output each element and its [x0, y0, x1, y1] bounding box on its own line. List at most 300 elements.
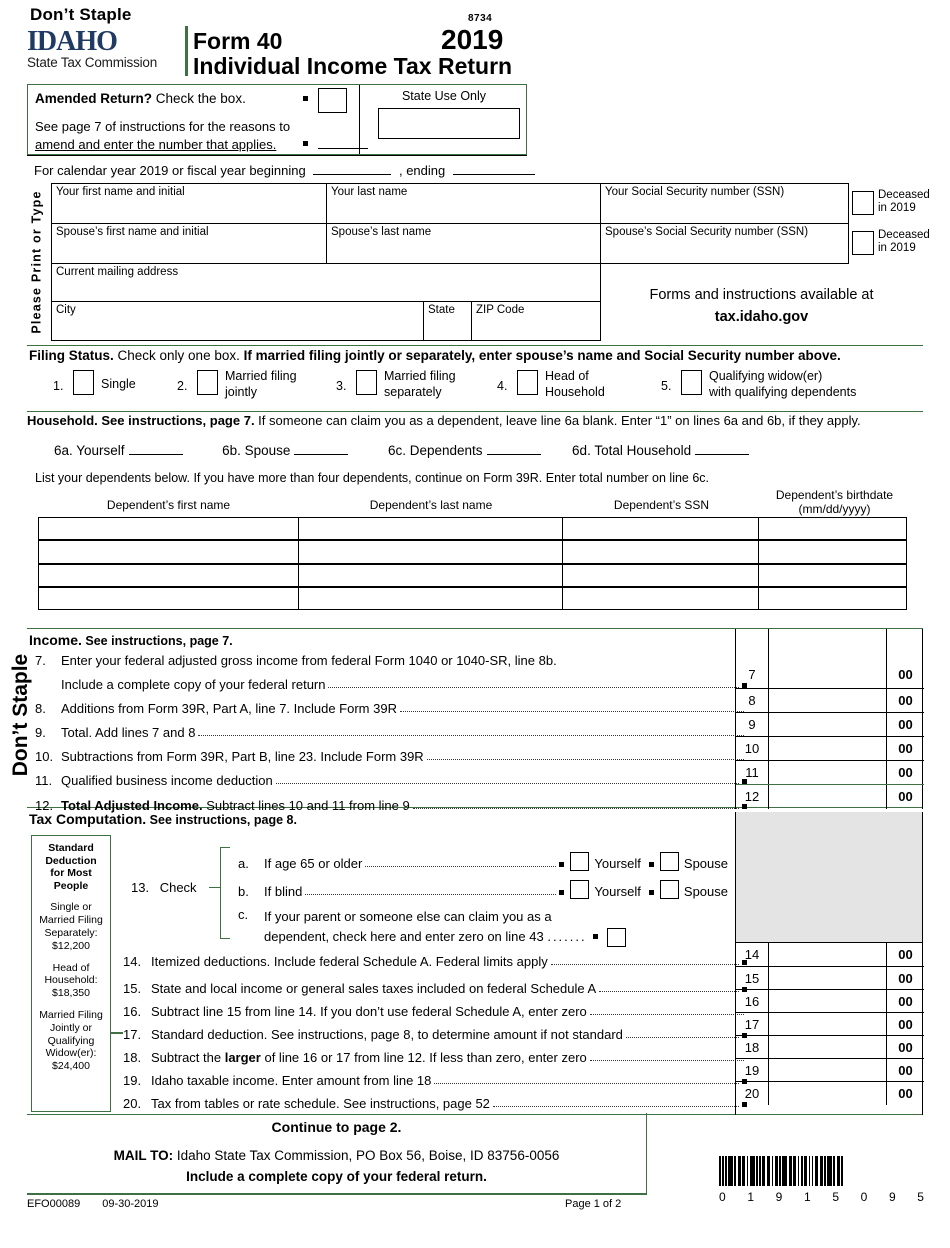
spouse-first-name-field[interactable] [51, 223, 327, 264]
barcode-digit: 1 [803, 1190, 811, 1204]
dependents-col-last-name: Dependent’s last name [369, 498, 493, 512]
income-amount-num-11: 11 [736, 761, 769, 784]
household-heading-bold: Household. See [27, 413, 125, 428]
tax-line-14-text: Itemized deductions. Include federal Schedule A. Federal limits apply [151, 954, 548, 969]
deceased-spouse-label-line2: in 2019 [878, 242, 916, 255]
income-heading-bold: Income. [29, 632, 82, 648]
dependent-cell[interactable] [298, 587, 563, 610]
sd-title-line2: Deduction [45, 854, 97, 867]
tax-line-16-number: 16. [123, 1004, 142, 1019]
filing-status-checkbox-mfs[interactable] [356, 370, 377, 395]
dependent-cell[interactable] [562, 564, 759, 587]
form-header [0, 0, 950, 78]
line-13b-spouse-marker-icon [649, 890, 654, 895]
deceased-your-label-line1: Deceased [878, 189, 930, 201]
logo-idaho-text: IDAHO [27, 26, 117, 57]
line-13-number: 13. [131, 880, 150, 895]
filing-status-label-4-line2: Household [545, 384, 605, 399]
spouse-last-name-field[interactable] [326, 223, 601, 264]
household-heading-rest: instructions, page 7. [124, 413, 255, 428]
deceased-spouse-cell [848, 223, 930, 264]
tax-amount-num-16: 16 [736, 990, 769, 1012]
deceased-spouse-label-line1: Deceased [878, 229, 930, 241]
tax-idaho-gov-link[interactable]: tax.idaho.gov [714, 309, 809, 325]
income-amount-row-9[interactable] [736, 713, 924, 737]
sd-single-line3: Separately: [44, 926, 98, 939]
state-use-only-field[interactable] [378, 108, 520, 139]
dependents-col-birthdate-line2: (mm/dd/yyyy) [798, 502, 871, 517]
line-13a-row [238, 852, 728, 871]
line-13a-letter: a. [238, 856, 249, 871]
amended-checkbox-marker-icon [303, 96, 308, 101]
deceased-your-label-line2: in 2019 [878, 202, 916, 215]
dependent-cell[interactable] [758, 517, 907, 540]
line-13c-text-line2-wrap: dependent, check here and enter zero on line 43 ....... [264, 927, 626, 947]
filing-status-label-3-line1: Married filing [384, 369, 456, 383]
income-line-12-text-bold: Total Adjusted Income. [61, 798, 203, 813]
filing-status-label-1 [101, 377, 136, 393]
amended-reason-marker-icon [303, 141, 308, 146]
spouse-ssn-field[interactable] [600, 223, 849, 264]
barcode-digit: 0 [860, 1190, 868, 1204]
calendar-ending-label: , ending [398, 163, 446, 178]
tax-line-17-dots [626, 1037, 739, 1038]
income-line-9-number: 9. [35, 725, 46, 740]
household-heading [27, 413, 923, 428]
footer-meta [27, 1198, 180, 1210]
spouse-first-name-label: Spouse’s first name and initial [56, 226, 209, 238]
line-13a-yourself-label: Yourself [594, 856, 641, 871]
line-13c-text-line2: dependent, check here and enter zero on line 43 [264, 929, 544, 945]
income-section [27, 628, 923, 813]
calendar-year-row [27, 155, 527, 183]
filing-status-num-4: 4. [497, 379, 508, 393]
income-line-12-dots [413, 808, 739, 809]
tax-line-18-dots [590, 1060, 744, 1061]
line-13-label: Check [159, 880, 197, 895]
tax-line-17-number: 17. [123, 1027, 142, 1042]
line-13b-row [238, 880, 728, 899]
fiscal-begin-input[interactable] [313, 162, 391, 175]
sd-single-line1: Single or [50, 901, 92, 914]
zip-label: ZIP Code [476, 304, 525, 316]
continue-to-page-2-label: Continue to page 2. [271, 1119, 402, 1135]
deceased-spouse-label [878, 229, 930, 255]
tax-line-16-dots [590, 1014, 744, 1015]
sd-hoh-line2: Household: [44, 974, 98, 987]
tax-amount-cents-20: 00 [886, 1082, 924, 1105]
income-line-10-number: 10. [35, 749, 54, 764]
sd-hoh-line1: Head of [52, 961, 90, 974]
dependent-cell[interactable] [298, 517, 563, 540]
line-13-brace [220, 847, 230, 939]
income-line-10-row [35, 749, 747, 764]
tax-amount-num-18: 18 [736, 1036, 769, 1058]
household-6a-input[interactable] [129, 442, 183, 455]
income-amount-num-10: 10 [736, 737, 769, 760]
deceased-your-checkbox[interactable] [852, 191, 874, 215]
household-6d-input[interactable] [695, 442, 749, 455]
dont-staple-side-label: Don’t Staple [9, 653, 32, 777]
tax-amount-cents-15: 00 [886, 967, 924, 989]
tax-line-19-row [123, 1073, 747, 1088]
deceased-spouse-checkbox[interactable] [852, 231, 874, 255]
tax-line-18-text [151, 1050, 587, 1065]
income-amount-row-7[interactable] [736, 629, 924, 689]
amended-instructions-line2: amend and enter the number that applies. [35, 136, 277, 152]
dependent-row [38, 564, 910, 587]
sd-single-line2: Married Filing [39, 914, 103, 927]
filing-status-checkbox-mfj[interactable] [197, 370, 218, 395]
income-line-7-row2 [35, 677, 747, 692]
sd-title-line4: People [53, 879, 89, 892]
line-13b-yourself-marker-icon [559, 890, 564, 895]
income-amount-num-8: 8 [736, 689, 769, 712]
income-amount-row-12[interactable] [736, 785, 924, 809]
barcode-digit: 1 [747, 1190, 755, 1204]
income-line-11-text: Qualified business income deduction [61, 773, 273, 788]
tax-amount-row-16[interactable] [736, 990, 924, 1013]
include-federal-return-label: Include a complete copy of your federal return. [186, 1169, 487, 1184]
tax-line-14-row [123, 954, 747, 969]
sd-single-mfs-block [32, 901, 110, 952]
tax-line-20-dots [493, 1106, 739, 1107]
revision-date: 09-30-2019 [102, 1198, 159, 1210]
income-amount-column [735, 629, 923, 809]
amended-instructions [35, 118, 290, 153]
city-field[interactable] [51, 301, 424, 341]
barcode-digit: 5 [832, 1190, 839, 1204]
filing-status-label-4 [545, 369, 605, 400]
line-13c-text-block [264, 907, 626, 947]
dependent-cell[interactable] [562, 540, 759, 563]
tax-amount-num-17: 17 [736, 1013, 769, 1035]
dependent-cell[interactable] [562, 587, 759, 610]
your-ssn-field[interactable] [600, 183, 849, 224]
dependent-cell[interactable] [758, 540, 907, 563]
filing-status-heading-mid: Check only one box. [113, 348, 244, 363]
filing-status-label-2-line1: Married filing [225, 369, 297, 383]
filing-status-heading-bold2: If married filing jointly or separately, enter spouse’s name and Social Security number above. [243, 348, 841, 363]
dependent-cell[interactable] [38, 587, 299, 610]
mailing-address-field[interactable] [51, 263, 601, 302]
line-13c-marker-icon [593, 934, 598, 939]
filing-status-label-5-line1: Qualifying widow(er) [709, 369, 823, 383]
sd-mfj-line3: Qualifying [47, 1034, 95, 1047]
tax-line-18-text-rest: of line 16 or 17 from line 12. If less than zero, enter zero [260, 1050, 587, 1065]
zip-field[interactable] [471, 301, 601, 341]
sd-mfj-line2: Jointly or [49, 1021, 92, 1034]
tax-line-16-text: Subtract line 15 from line 14. If you don’t use federal Schedule A, enter zero [151, 1004, 587, 1019]
line-13b-spouse-label: Spouse [683, 884, 728, 899]
tax-amount-row-14[interactable] [736, 943, 924, 967]
line-13b-yourself-label: Yourself [594, 884, 641, 899]
standard-deduction-sidebar [31, 835, 111, 1112]
household-6b-input[interactable] [294, 442, 348, 455]
state-use-only-block [359, 85, 528, 154]
dependents-table [38, 517, 910, 610]
amended-return-section [27, 84, 527, 155]
state-label: State [428, 304, 455, 316]
household-6a-label: 6a. Yourself [54, 443, 125, 458]
filing-status-checkbox-hoh[interactable] [517, 370, 538, 395]
tax-amount-num-19: 19 [736, 1059, 769, 1081]
dependent-cell[interactable] [298, 540, 563, 563]
income-line-9-row [35, 725, 747, 740]
form-number-label: Form 40 [193, 28, 283, 54]
tax-line-15-row [123, 981, 747, 996]
income-line-8-text: Additions from Form 39R, Part A, line 7. Include Form 39R [61, 701, 397, 716]
footer-bottom-rule [27, 1193, 647, 1195]
line-13a-spouse-label: Spouse [683, 856, 728, 871]
tax-line-14-dots [551, 964, 739, 965]
standard-deduction-title [32, 842, 110, 892]
taxpayer-info-section [27, 183, 930, 341]
household-6c-input[interactable] [487, 442, 541, 455]
dependent-cell[interactable] [562, 517, 759, 540]
idaho-state-tax-commission-logo [27, 28, 185, 70]
dependent-cell[interactable] [298, 564, 563, 587]
income-amount-cents-10: 00 [886, 737, 924, 760]
household-section [27, 413, 923, 485]
filing-status-label-5 [709, 369, 856, 400]
income-amount-cents-7: 00 [886, 629, 924, 688]
line-13b-yourself-checkbox[interactable] [570, 880, 589, 899]
income-amount-num-7: 7 [736, 629, 769, 688]
barcode-digit: 9 [775, 1190, 783, 1204]
tax-amount-num-20: 20 [736, 1082, 769, 1105]
dependents-col-birthdate-line1: Dependent’s birthdate [775, 488, 894, 502]
income-line-9-dots [198, 735, 744, 736]
filing-status-label-2 [225, 369, 297, 400]
tax-line-17-row [123, 1027, 747, 1042]
dependent-cell[interactable] [758, 587, 907, 610]
line-13a-spouse-checkbox[interactable] [660, 852, 679, 871]
dependent-cell[interactable] [758, 564, 907, 587]
income-amount-num-12: 12 [736, 785, 769, 809]
your-last-name-field[interactable] [326, 183, 601, 224]
form-code-label: 8734 [468, 13, 493, 24]
line-13a-yourself-checkbox[interactable] [570, 852, 589, 871]
filing-status-label-3 [384, 369, 456, 400]
income-line-12-number: 12. [35, 798, 54, 813]
form-barcode [719, 1156, 844, 1186]
tax-line-18-row [123, 1050, 747, 1065]
amended-return-title [35, 91, 246, 106]
sd-mfj-line4: Widow(er): [45, 1047, 97, 1060]
filing-status-checkbox-single[interactable] [73, 370, 94, 395]
tax-line-20-row [123, 1096, 747, 1111]
line-13b-dots [305, 894, 556, 895]
income-line-10-dots [427, 759, 744, 760]
dependent-cell[interactable] [38, 540, 299, 563]
tax-amount-cents-14: 00 [886, 943, 924, 966]
tax-amount-row-20[interactable] [736, 1082, 924, 1105]
sd-title-line1: Standard [48, 842, 94, 854]
dependents-note: List your dependents below. If you have more than four dependents, continue on Form 39R. Enter total number on line 6c. [35, 471, 710, 485]
deceased-your-label [878, 189, 930, 215]
income-line-7-text2: Include a complete copy of your federal return [61, 677, 326, 692]
dependents-col-first-name: Dependent’s first name [106, 498, 231, 512]
barcode-digits [719, 1190, 924, 1204]
tax-computation-section [27, 810, 923, 1115]
line-13b-spouse-checkbox[interactable] [660, 880, 679, 899]
income-heading [29, 632, 233, 648]
tax-line-15-text: State and local income or general sales taxes included on federal Schedule A [151, 981, 597, 996]
tax-amount-row-17[interactable] [736, 1013, 924, 1036]
tax-line-18-text-pre: Subtract the [151, 1050, 225, 1065]
tax-computation-heading-bold: Tax Computation. [29, 811, 147, 827]
tax-amount-row-19[interactable] [736, 1059, 924, 1082]
tax-amount-column [735, 812, 923, 1115]
tax-line-17-text: Standard deduction. See instructions, page 8, to determine amount if not standard [151, 1027, 623, 1042]
sd-hoh-amount: $18,350 [52, 987, 90, 1000]
income-line-11-number: 11. [35, 773, 53, 788]
please-print-or-type-text: Please Print or Type [30, 190, 45, 334]
spouse-ssn-label: Spouse’s Social Security number (SSN) [605, 226, 809, 238]
line-13a-yourself-marker-icon [559, 862, 564, 867]
dependent-row [38, 540, 910, 563]
your-last-name-label: Your last name [331, 186, 408, 198]
tax-line-20-number: 20. [123, 1096, 142, 1111]
line-13b-text: If blind [264, 884, 303, 899]
state-use-only-label: State Use Only [401, 89, 487, 103]
tax-line-18-text-bold: larger [224, 1050, 261, 1065]
income-line-7-text: Enter your federal adjusted gross income from federal Form 1040 or 1040-SR, line 8b. [61, 653, 557, 668]
calendar-year-label: For calendar year 2019 or fiscal year beginning [34, 163, 306, 178]
income-amount-cents-8: 00 [886, 689, 924, 712]
tax-amount-row-15[interactable] [736, 967, 924, 990]
income-amount-row-10[interactable] [736, 737, 924, 761]
income-heading-rest: See instructions, page 7. [81, 634, 233, 648]
household-counts-row [54, 442, 753, 458]
tax-amount-cents-17: 00 [886, 1013, 924, 1035]
income-amount-cents-9: 00 [886, 713, 924, 736]
tax-computation-heading [29, 811, 297, 827]
tax-line-19-number: 19. [123, 1073, 142, 1088]
filing-status-num-3: 3. [336, 379, 347, 393]
filing-status-label-4-line1: Head of [545, 369, 589, 383]
tax-amount-num-14: 14 [736, 943, 769, 966]
tax-amount-num-15: 15 [736, 967, 769, 989]
forms-available-label: Forms and instructions available at [649, 287, 874, 303]
line-13a-text: If age 65 or older [264, 856, 363, 871]
amended-return-title-bold: Amended Return? [35, 91, 153, 106]
form-name-label: Individual Income Tax Return [193, 52, 513, 79]
your-ssn-label: Your Social Security number (SSN) [605, 186, 785, 198]
dependents-col-ssn: Dependent’s SSN [613, 498, 710, 512]
income-line-11-dots [276, 783, 739, 784]
tax-line-16-row [123, 1004, 747, 1019]
filing-status-num-1: 1. [53, 379, 64, 393]
tax-line-19-text: Idaho taxable income. Enter amount from line 18 [151, 1073, 432, 1088]
filing-status-label-5-line2: with qualifying dependents [709, 384, 857, 399]
income-line-8-dots [400, 711, 744, 712]
filing-status-checkbox-qw[interactable] [681, 370, 702, 395]
tax-line-15-dots [599, 991, 739, 992]
household-6c-label: 6c. Dependents [387, 443, 483, 458]
household-6b-label: 6b. Spouse [222, 443, 291, 458]
tax-amount-row-18[interactable] [736, 1036, 924, 1059]
your-first-name-field[interactable] [51, 183, 327, 224]
tax-amount-cents-18: 00 [886, 1036, 924, 1058]
mail-to-label: MAIL TO: [113, 1148, 174, 1163]
please-print-or-type-label [24, 183, 50, 341]
tax-year-label: 2019 [441, 24, 504, 55]
barcode-digit: 5 [917, 1190, 924, 1204]
dependent-cell[interactable] [38, 517, 299, 540]
filing-status-num-5: 5. [661, 379, 672, 393]
dependent-row [38, 587, 910, 610]
spouse-last-name-label: Spouse’s last name [331, 226, 432, 238]
line-13c-text-line1: If your parent or someone else can claim you as a [264, 909, 552, 924]
dependent-cell[interactable] [38, 564, 299, 587]
filing-status-heading-bold: Filing Status. [29, 348, 114, 363]
line-13c-checkbox[interactable] [607, 928, 626, 947]
filing-status-label-2-line2: jointly [225, 384, 257, 399]
state-field[interactable] [423, 301, 472, 341]
income-line-10-text: Subtractions from Form 39R, Part B, line 23. Include Form 39R [61, 749, 424, 764]
mail-to-line [27, 1148, 646, 1163]
income-amount-cents-12: 00 [886, 785, 924, 809]
line-13c-row [238, 907, 626, 947]
filing-status-num-2: 2. [177, 379, 188, 393]
income-line-7-dots [328, 687, 739, 688]
sd-single-amount: $12,200 [52, 939, 90, 952]
household-heading-tail: If someone can claim you as a dependent, leave line 6a blank. Enter “1” on lines 6a and 6b, if they apply. [254, 413, 861, 428]
amended-return-checkbox[interactable] [318, 88, 347, 113]
barcode-digit: 9 [888, 1190, 896, 1204]
logo-subtitle-text: State Tax Commission [27, 55, 158, 70]
city-label: City [56, 304, 76, 316]
dependents-col-birthdate [759, 488, 910, 516]
tax-line-14-number: 14. [123, 954, 142, 969]
efo-number: EFO00089 [27, 1198, 81, 1210]
mailing-address-label: Current mailing address [56, 266, 179, 278]
tax-line-15-number: 15. [123, 981, 142, 996]
mail-to-address: Idaho State Tax Commission, PO Box 56, Boise, ID 83756-0056 [173, 1148, 560, 1163]
tax-line-19-dots [434, 1083, 739, 1084]
income-line-8-number: 8. [35, 701, 46, 716]
barcode-bar [843, 1156, 845, 1186]
sd-title-line3: for Most [50, 867, 92, 880]
amended-instructions-line1: See page 7 of instructions for the reasons to [35, 119, 291, 134]
filing-status-section [27, 345, 923, 412]
header-divider [185, 26, 188, 76]
income-line-9-text: Total. Add lines 7 and 8 [61, 725, 196, 740]
line-13c-letter: c. [238, 907, 249, 922]
fiscal-end-input[interactable] [453, 162, 535, 175]
tax-line-18-number: 18. [123, 1050, 142, 1065]
amended-return-title-rest: Check the box. [152, 91, 246, 106]
page-number-label: Page 1 of 2 [565, 1198, 622, 1210]
income-line-7-row1 [35, 653, 735, 668]
barcode-digit: 0 [719, 1190, 726, 1204]
line-13b-letter: b. [238, 884, 249, 899]
tax-amount-shaded-area [736, 812, 922, 943]
dont-staple-top-label: Don’t Staple [30, 5, 132, 24]
filing-status-label-3-line2: separately [384, 384, 442, 399]
tax-amount-cents-16: 00 [886, 990, 924, 1012]
deceased-your-cell [848, 183, 930, 224]
line-13a-dots [365, 866, 556, 867]
income-amount-num-9: 9 [736, 713, 769, 736]
sd-hoh-block [32, 962, 110, 1000]
income-amount-row-8[interactable] [736, 689, 924, 713]
forms-info-panel [600, 263, 923, 341]
income-amount-row-11[interactable] [736, 761, 924, 785]
calendar-year-text [34, 162, 539, 178]
